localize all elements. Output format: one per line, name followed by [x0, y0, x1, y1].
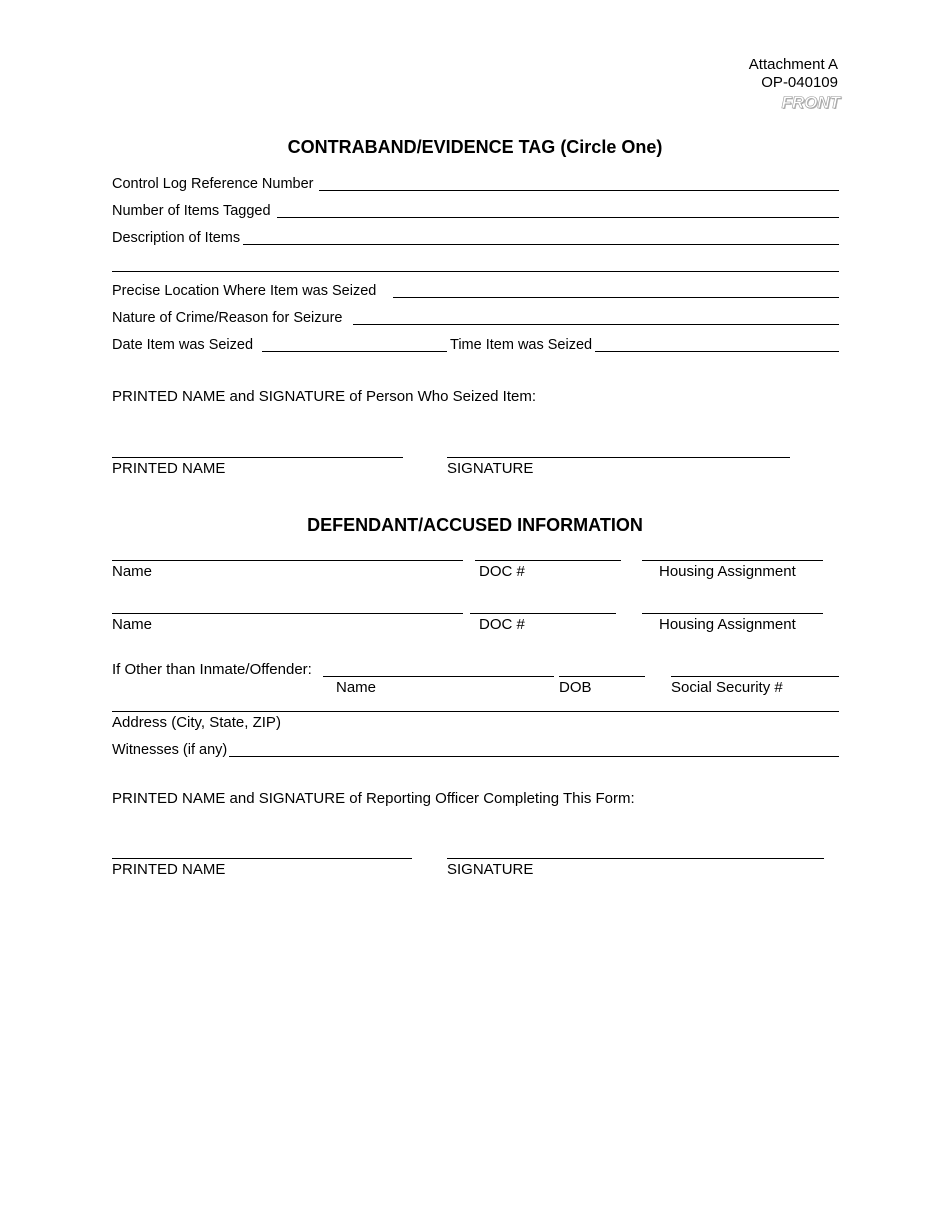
officer-signature-label: SIGNATURE	[447, 861, 534, 878]
form-title: CONTRABAND/EVIDENCE TAG (Circle One)	[287, 137, 663, 157]
officer-signature-field[interactable]	[447, 858, 824, 859]
witnesses-label: Witnesses (if any)	[112, 742, 228, 758]
officer-printed-name-field[interactable]	[112, 858, 412, 859]
defendant1-name-field[interactable]	[112, 560, 463, 561]
defendant1-doc-label: DOC #	[479, 563, 525, 580]
other-name-label: Name	[336, 679, 377, 696]
date-seized-field[interactable]	[262, 351, 447, 352]
other-name-field[interactable]	[323, 676, 554, 677]
defendant2-name-label: Name	[112, 616, 153, 633]
date-seized-label: Date Item was Seized	[112, 337, 254, 353]
defendant-section-title: DEFENDANT/ACCUSED INFORMATION	[307, 515, 643, 535]
time-seized-field[interactable]	[595, 351, 839, 352]
control-log-label: Control Log Reference Number	[112, 176, 314, 192]
seizer-prompt: PRINTED NAME and SIGNATURE of Person Who Seized Item:	[112, 388, 537, 405]
time-seized-label: Time Item was Seized	[450, 337, 593, 353]
other-ssn-label: Social Security #	[671, 679, 783, 696]
defendant1-housing-field[interactable]	[642, 560, 823, 561]
other-dob-field[interactable]	[559, 676, 645, 677]
witnesses-field[interactable]	[229, 756, 839, 757]
description-field[interactable]	[243, 244, 839, 245]
document-code: OP-040109	[761, 74, 838, 91]
officer-prompt: PRINTED NAME and SIGNATURE of Reporting Officer Completing This Form:	[112, 790, 635, 807]
defendant1-doc-field[interactable]	[475, 560, 621, 561]
nature-label: Nature of Crime/Reason for Seizure	[112, 310, 343, 326]
officer-printed-name-label: PRINTED NAME	[112, 861, 226, 878]
defendant2-housing-label: Housing Assignment	[659, 616, 796, 633]
seizer-signature-label: SIGNATURE	[447, 460, 534, 477]
defendant2-doc-field[interactable]	[470, 613, 616, 614]
address-label: Address (City, State, ZIP)	[112, 714, 281, 731]
other-ssn-field[interactable]	[671, 676, 839, 677]
other-than-inmate-label: If Other than Inmate/Offender:	[112, 661, 312, 678]
defendant1-name-label: Name	[112, 563, 153, 580]
attachment-label: Attachment A	[748, 56, 838, 73]
location-field[interactable]	[393, 297, 839, 298]
items-tagged-label: Number of Items Tagged	[112, 203, 271, 219]
seizer-printed-name-label: PRINTED NAME	[112, 460, 226, 477]
address-field[interactable]	[112, 711, 839, 712]
seizer-printed-name-field[interactable]	[112, 457, 403, 458]
other-dob-label: DOB	[559, 679, 592, 696]
seizer-signature-field[interactable]	[447, 457, 790, 458]
front-watermark: FRONT	[781, 93, 840, 112]
location-label: Precise Location Where Item was Seized	[112, 283, 377, 299]
defendant1-housing-label: Housing Assignment	[659, 563, 796, 580]
description-field-continued[interactable]	[112, 271, 839, 272]
description-label: Description of Items	[112, 230, 241, 246]
control-log-field[interactable]	[319, 190, 839, 191]
defendant2-doc-label: DOC #	[479, 616, 525, 633]
defendant2-name-field[interactable]	[112, 613, 463, 614]
nature-field[interactable]	[353, 324, 839, 325]
items-tagged-field[interactable]	[277, 217, 839, 218]
defendant2-housing-field[interactable]	[642, 613, 823, 614]
